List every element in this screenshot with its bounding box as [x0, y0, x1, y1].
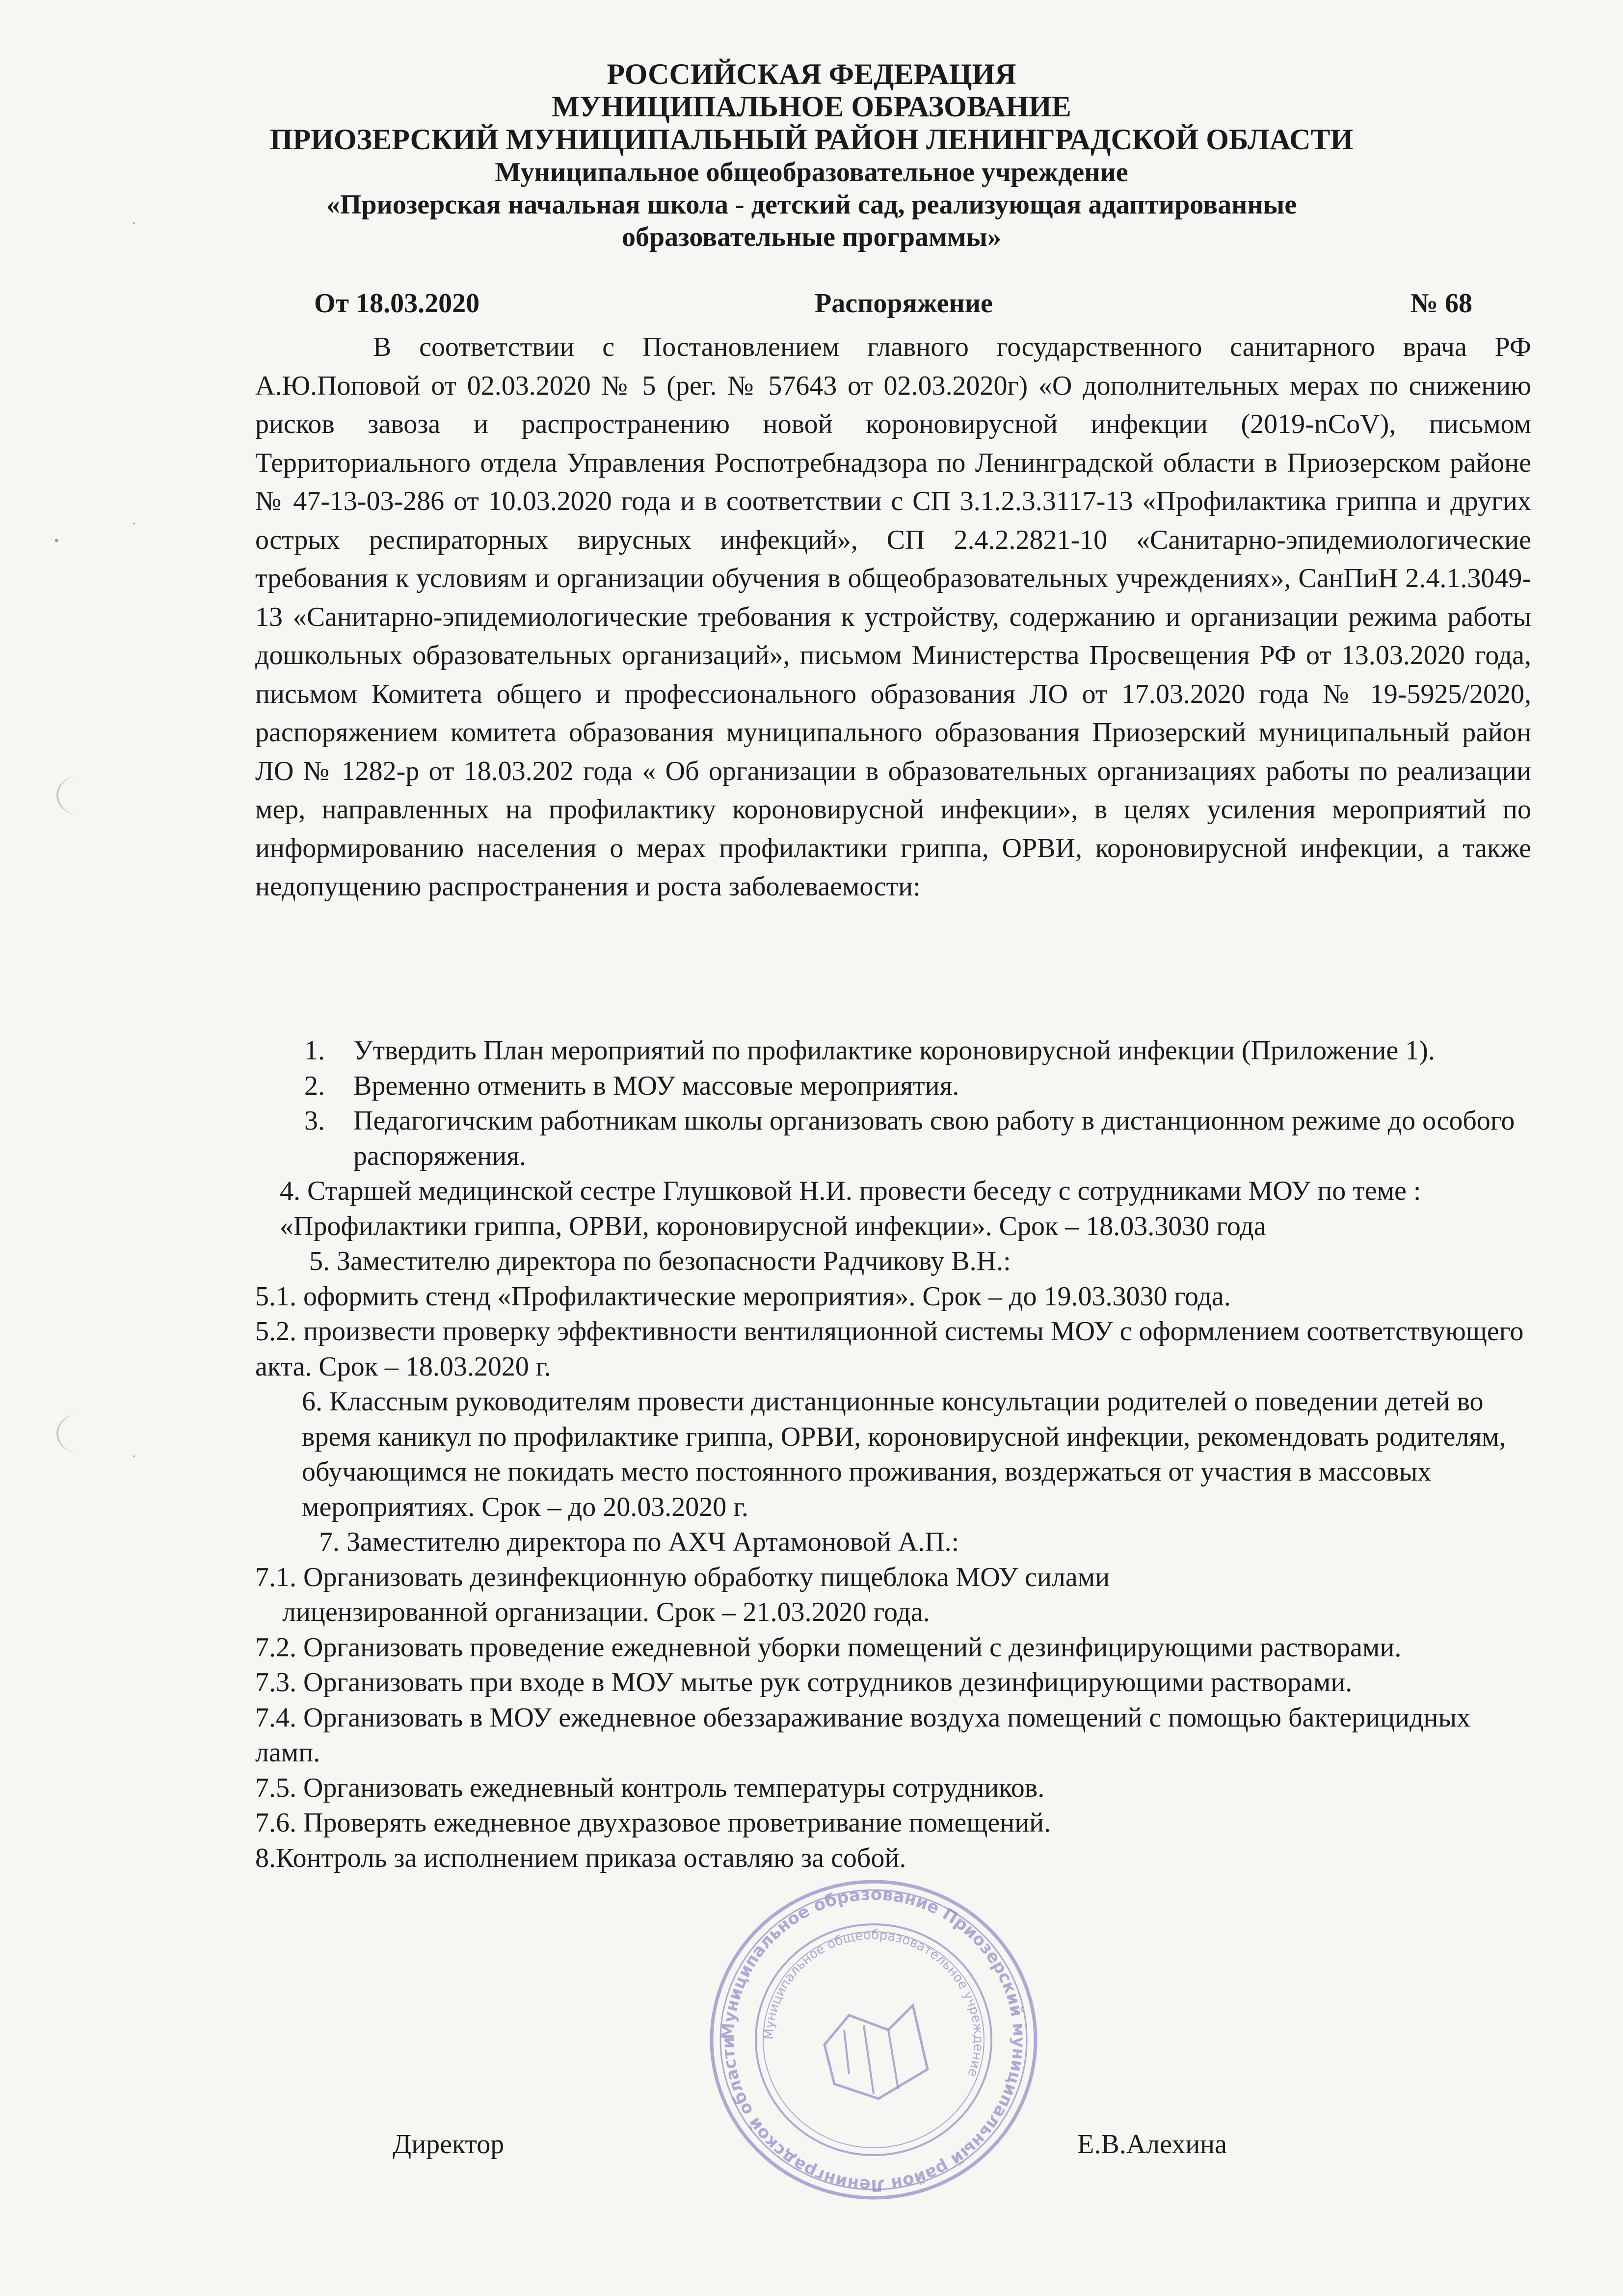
item-6: 6. Классным руководителям провести дистанционные консультации родителей о поведении детей во время каникул по профилактике гриппа, ОРВИ, короновирусной инфекции, рекомендовать родителям, обучающимся не покидать место постоянного проживания, воздержаться от участия в массовых мероприятиях. Срок – до 20.03.2020 г.: [302, 1386, 1506, 1522]
item-7-6: 7.6. Проверять ежедневное двухразовое проветривание помещений.: [255, 1808, 1051, 1838]
stamp-inner-text: Муниципальное общеобразовательное учреждение: [761, 1927, 986, 2079]
document-header: [0, 58, 1623, 253]
item-5-1: 5.1. оформить стенд «Профилактические мероприятия». Срок – до 19.03.3030 года.: [255, 1281, 1231, 1312]
list-item-text: Временно отменить в МОУ массовые мероприятия.: [353, 1070, 959, 1101]
item-5: 5. Заместителю директора по безопасности Радчикову В.Н.:: [309, 1246, 1011, 1276]
header-district: ПРИОЗЕРСКИЙ МУНИЦИПАЛЬНЫЙ РАЙОН ЛЕНИНГРАДСКОЙ ОБЛАСТИ: [269, 123, 1354, 156]
list-item-number: 3.: [304, 1106, 325, 1136]
official-stamp-icon: [702, 1868, 1045, 2212]
item-4: 4. Старшей медицинской сестре Глушковой Н.И. провести беседу с сотрудниками МОУ по теме : «Профилактики гриппа, ОРВИ, короновирусной инфекции». Срок – 18.03.3030 года: [280, 1176, 1421, 1242]
list-item-text: Утвердить План мероприятий по профилактике короновирусной инфекции (Приложение 1).: [353, 1035, 1435, 1066]
order-items: [255, 1033, 1541, 1876]
signatory-position: Директор: [393, 2129, 505, 2160]
scan-mark: ·: [132, 515, 136, 532]
header-country: РОССИЙСКАЯ ФЕДЕРАЦИЯ: [607, 58, 1016, 90]
punch-hole: [56, 1414, 103, 1453]
list-item: [255, 1104, 1541, 1174]
stamp-outer-text: Муниципальное образование Приозерский муниципальный район Ленинградской области: [718, 1884, 1029, 2195]
item-7-1a: 7.1. Организовать дезинфекционную обработку пищеблока МОУ силами: [255, 1562, 1110, 1593]
scan-mark: •: [54, 533, 59, 549]
document-date: От 18.03.2020: [314, 288, 480, 319]
list-item: [255, 1033, 1541, 1069]
item-7-3: 7.3. Организовать при входе в МОУ мытье рук сотрудников дезинфицирующими растворами.: [255, 1667, 1353, 1698]
item-8: 8.Контроль за исполнением приказа оставляю за собой.: [255, 1842, 906, 1873]
document-meta: [314, 288, 1472, 322]
list-item-text: Педагогичским работникам школы организовать свою работу в дистанционном режиме до особого распоряжения.: [353, 1106, 1515, 1171]
list-item-number: 2.: [304, 1070, 325, 1101]
list-item-number: 1.: [304, 1035, 325, 1066]
item-5-2: 5.2. произвести проверку эффективности вентиляционной системы МОУ с оформлением соответствующего акта. Срок – 18.03.2020 г.: [255, 1316, 1524, 1382]
header-municipality: МУНИЦИПАЛЬНОЕ ОБРАЗОВАНИЕ: [552, 90, 1071, 123]
document-number: № 68: [1410, 288, 1472, 319]
scan-mark: ·: [132, 1448, 136, 1464]
document-type: Распоряжение: [815, 288, 993, 319]
item-7-5: 7.5. Организовать ежедневный контроль температуры сотрудников.: [255, 1772, 1045, 1803]
signatory-name: Е.В.Алехина: [1077, 2129, 1227, 2160]
punch-hole: [56, 776, 103, 815]
item-7: 7. Заместителю директора по АХЧ Артамоновой А.П.:: [319, 1527, 959, 1557]
list-item: [255, 1069, 1541, 1104]
item-7-4: 7.4. Организовать в МОУ ежедневное обеззараживание воздуха помещений с помощью бактерицидных ламп.: [255, 1702, 1471, 1768]
item-7-1b: лицензированной организации. Срок – 21.03.2020 года.: [282, 1597, 930, 1627]
header-institution-type: Муниципальное общеобразовательное учреждение: [495, 157, 1128, 188]
preamble-paragraph: В соответствии с Постановлением главного государственного санитарного врача РФ А.Ю.Поповой от 02.03.2020 № 5 (рег. № 57643 от 02.03.2020г) «О дополнительных мерах по снижению рисков завоза и распространению новой короновирусной инфекции (2019-nCoV), письмом Территориального отдела Управления Роспотребнадзора по Ленинградской области в Приозерском районе № 47-13-03-286 от 10.03.2020 года и в соответствии с СП 3.1.2.3.3117-13 «Профилактика гриппа и других острых респираторных вирусных инфекций», СП 2.4.2.2821-10 «Санитарно-эпидемиологические требования к условиям и организации обучения в общеобразовательных учреждениях», СанПиН 2.4.1.3049-13 «Санитарно-эпидемиологические требования к устройству, содержанию и организации режима работы дошкольных образовательных организаций», письмом Министерства Просвещения РФ от 13.03.2020 года, письмом Комитета общего и профессионального образования ЛО от 17.03.2020 года № 19-5925/2020, распоряжением комитета образования муниципального образования Приозерский муниципальный район ЛО № 1282-р от 18.03.202 года « Об организации в образовательных организациях работы по реализации мер, направленных на профилактику короновирусной инфекции», в целях усиления мероприятий по информированию населения о мерах профилактики гриппа, ОРВИ, короновирусной инфекции, а также недопущению распространения и роста заболеваемости:: [255, 332, 1531, 902]
header-institution-name: «Приозерская начальная школа - детский сад, реализующая адаптированные образовательные программы»: [326, 189, 1297, 252]
item-7-2: 7.2. Организовать проведение ежедневной уборки помещений с дезинфицирующими растворами.: [255, 1632, 1402, 1663]
scan-mark: ·: [132, 215, 136, 231]
